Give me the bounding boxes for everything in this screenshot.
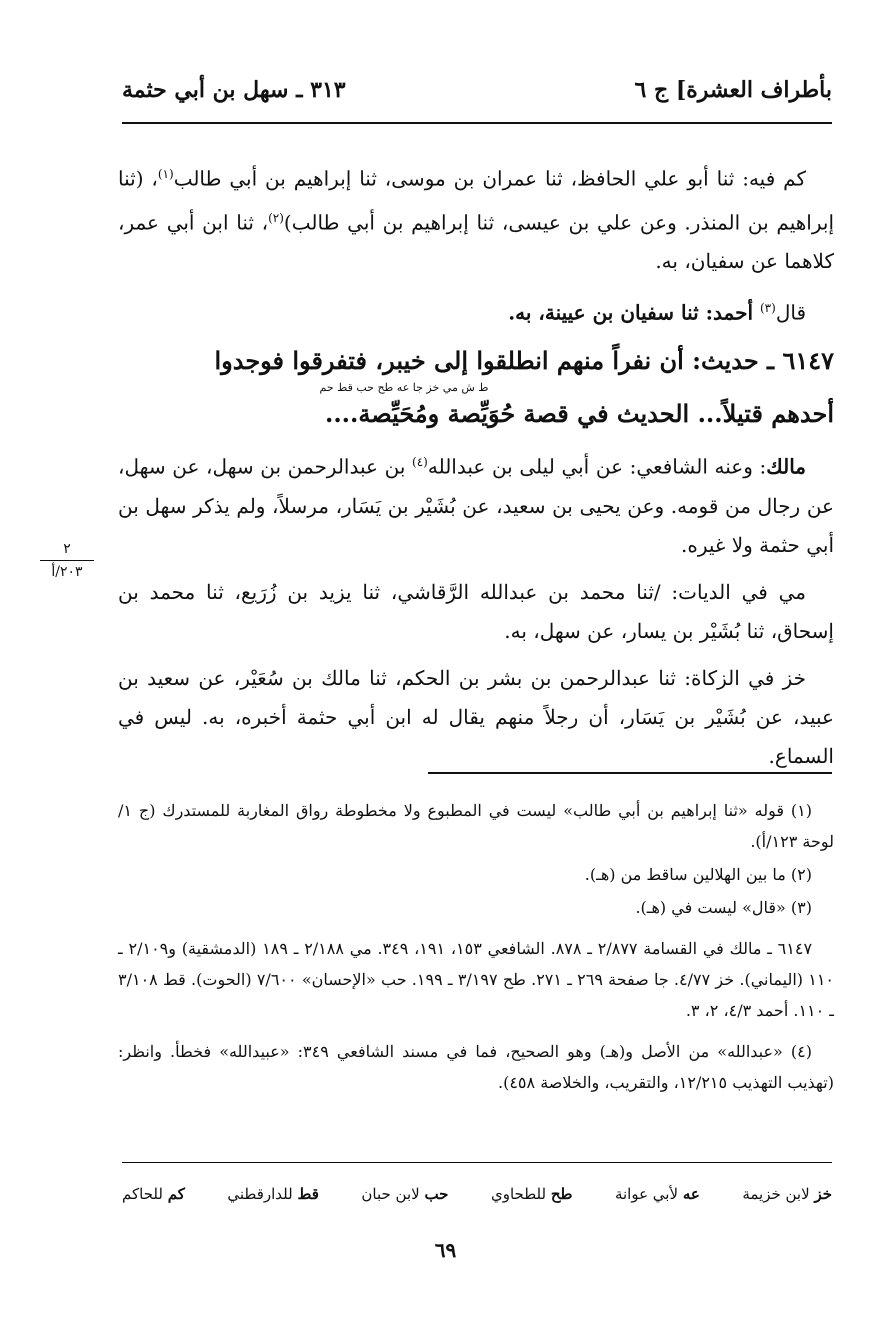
folio-divider (40, 560, 94, 561)
footnote-ref-4: (٤) (412, 454, 428, 469)
main-text (118, 155, 834, 784)
footnote-ref-3: (٣) (759, 301, 776, 316)
abbreviation-item: قط للدارقطني (227, 1185, 319, 1203)
manuscript-folio-note (34, 540, 100, 581)
hadith-title-continued: أحدهم قتيلاً... الحديث في قصة حُوَيِّصة ومُحَيِّصة.... (324, 398, 834, 428)
abbreviation-item: طح للطحاوي (490, 1185, 573, 1203)
section-title: ٣١٣ ـ سهل بن أبي حثمة (122, 77, 346, 103)
footnote-ref-1: (١) (157, 167, 174, 181)
hadith-sources: ط ش مي خز جا عه طح حب قط حم (319, 380, 489, 394)
paragraph-kam: كم فيه: ثنا أبو علي الحافظ، ثنا عمران بن موسى، ثنا إبراهيم بن أبي طالب$^{(١)}$، (ثنا إبراهيم بن المنذر. وعن علي بن عيسى، ثنا إبراهيم بن أبي طالب)$^{(٢)}$، ثنا ابن أبي عمر، كلاهما عن سفيان، به. (118, 166, 834, 274)
abbreviation-item: خز لابن خزيمة (742, 1185, 832, 1203)
footnote-ref-2: (٢) (268, 210, 284, 225)
folio-top: ٢ (63, 541, 71, 557)
folio-bottom: ٢٠٣/أ (51, 564, 83, 580)
paragraph-ahmad: قال$^{(٣)}$ أحمد: ثنا سفيان بن عيينة، به. (508, 300, 806, 325)
abbreviation-rule (122, 1162, 832, 1163)
footnote-rule (428, 772, 832, 774)
paragraph-malik: مالك: وعنه الشافعي: عن أبي ليلى بن عبدالله$^{(٤)}$ بن عبدالرحمن بن سهل، عن سهل، عن رجال من قومه. وعن يحيى بن سعيد، عن بُشَيْر بن يَسَار، مرسلاً، ولم يذكر سهل بن أبي حثمة ولا غيره. (118, 454, 834, 557)
book-title: بأطراف العشرة] ج ٦ (634, 77, 832, 103)
footnote-4: (٤) «عبدالله» من الأصل و(هـ) وهو الصحيح، فما في مسند الشافعي ٣٤٩: «عبيدالله» فخطأ. وانظر: (تهذيب التهذيب ١٢/٢١٥، والتقريب، والخلاصة ٤٥٨). (118, 1042, 834, 1092)
abbreviation-item: عه لأبي عوانة (614, 1185, 700, 1203)
abbreviation-item: حب لابن حبان (361, 1185, 449, 1203)
abbreviation-item: كم للحاكم (122, 1185, 185, 1203)
footnote-2: (٢) ما بين الهلالين ساقط من (هـ). (584, 865, 812, 884)
hadith-title-text: ـ حديث: أن نفراً منهم انطلقوا إلى خيبر، فتفرقوا فوجدوا (214, 345, 783, 375)
paragraph-khz: خز في الزكاة: ثنا عبدالرحمن بن بشر بن الحكم، ثنا مالك بن سُعَيْر، عن سعيد بن عبيد، عن بُشَيْر بن يَسَار، أن رجلاً منهم يقال له ابن أبي حثمة أخبره، به. ليس في السماع. (118, 665, 834, 768)
header-rule (122, 122, 832, 124)
footnotes (118, 795, 834, 1100)
paragraph-mi: مي في الديات: /ثنا محمد بن عبدالله الرَّقاشي، ثنا يزيد بن زُرَيع، ثنا محمد بن إسحاق، ثنا بُشَيْر بن يسار، عن سهل، به. (118, 579, 834, 643)
running-header (122, 70, 832, 114)
footnote-hadith-takhrij: ٦١٤٧ ـ مالك في القسامة ٢/٨٧٧ ـ ٨٧٨. الشافعي ١٥٣، ١٩١، ٣٤٩. مي ٢/١٨٨ ـ ١٨٩ (الدمشقية) و٢/١٠٩ ـ ١١٠ (اليماني). خز ٤/٧٧. جا صفحة ٢٦٩ ـ ٢٧١. طح ٣/١٩٧ ـ ١٩٩. حب «الإحسان» ٧/٦٠٠ (الحوت). قط ٣/١٠٨ ـ ١١٠. أحمد ٤/٣، ٢، ٣. (118, 939, 835, 1020)
footnote-1: (١) قوله «ثنا إبراهيم بن أبي طالب» ليست في المطبوع ولا مخطوطة رواق المغاربة للمستدرك (ج ١/ لوحة ١٢٣/أ). (118, 801, 834, 851)
footnote-3: (٣) «قال» ليست في (هـ). (635, 898, 812, 917)
hadith-heading (118, 341, 834, 435)
hadith-number: ٦١٤٧ (782, 345, 834, 375)
page-number: ٦٩ (434, 1238, 457, 1262)
abbreviation-key (122, 1180, 832, 1208)
